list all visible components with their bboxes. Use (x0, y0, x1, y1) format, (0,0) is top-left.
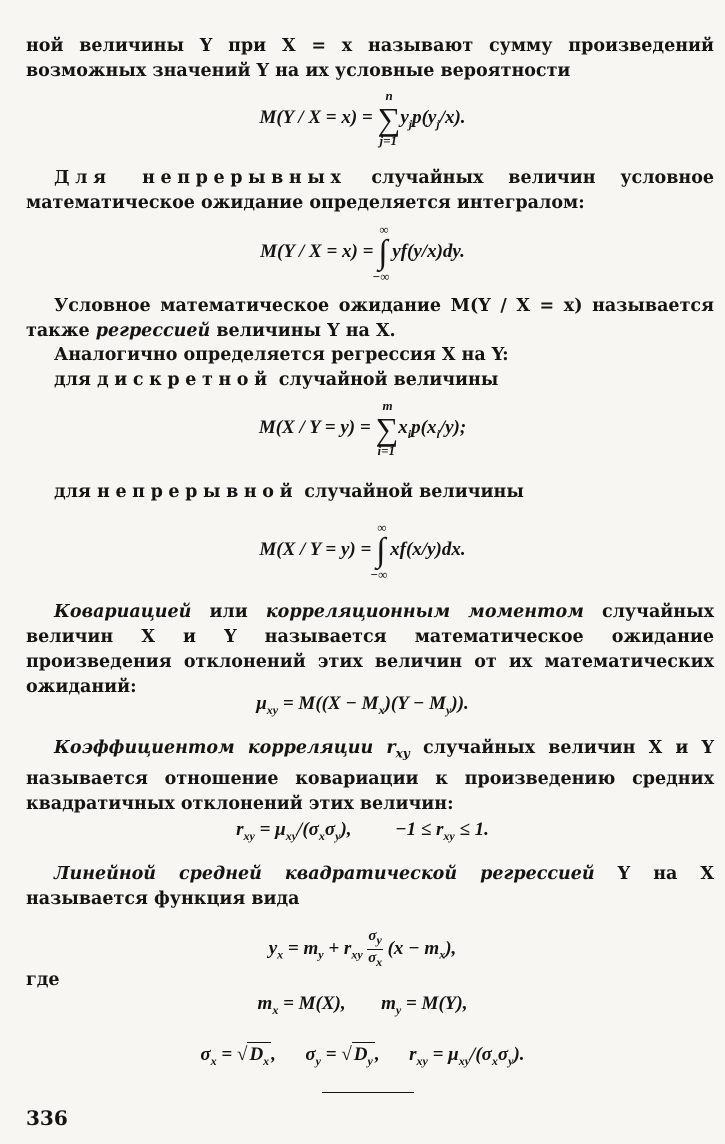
formula-continuous-conditional-expectation (0, 222, 725, 284)
formula-term: m (257, 993, 273, 1014)
formula-term: )). (451, 693, 469, 714)
formula-term: = M((X − M (282, 693, 379, 714)
paragraph-text: Условное математическое ожидание M(Y / X = x) называется также (26, 296, 714, 341)
formula-term: σ (200, 1044, 211, 1065)
formula-sub: y (508, 1053, 514, 1068)
sqrt-dx (247, 1042, 271, 1073)
formula-term: −1 ≤ r (395, 819, 444, 840)
paragraph-text: случайных величин условное математическое ожидание определяется интегралом: (26, 168, 714, 213)
paragraph-covariance-definition (26, 600, 714, 700)
formula-sub: x (439, 947, 446, 962)
formula-term: = μ (432, 1044, 459, 1065)
formula-sub: xy (458, 1053, 471, 1068)
italic-term: регрессией (95, 321, 211, 341)
formula-linear-regression (0, 928, 725, 971)
formula-term: = M(X), (283, 993, 346, 1014)
paragraph-text: случайной величины (304, 482, 524, 502)
paragraph-continuous-label (26, 480, 714, 505)
sqrt-dy (352, 1042, 375, 1073)
formula-sub: xy (285, 828, 298, 843)
sum-upper-limit: n (385, 88, 393, 103)
formula-sub: xy (243, 828, 255, 843)
formula-sub: y (395, 1002, 402, 1017)
formula-sub: x (318, 828, 325, 843)
paragraph-text: случайной величины (278, 370, 499, 390)
italic-sub: xy (395, 746, 410, 761)
formula-term: /x). (439, 107, 466, 128)
paragraph-discrete-conditional-expectation: ной величины Y при X = x называют сумму произведений возможных значений Y на их условные вероятности (26, 36, 714, 81)
fraction-numerator: σ (368, 928, 377, 944)
integral-lower-limit: −∞ (372, 269, 390, 284)
sum-lower-limit: i=1 (377, 443, 395, 458)
word-where: где (26, 970, 60, 990)
formula-term: = μ (259, 819, 286, 840)
formula-discrete-conditional-expectation (0, 88, 725, 148)
formula-term: , (374, 1044, 380, 1065)
formula-term: ), (445, 937, 457, 959)
italic-term: Коэффициентом корреляции (54, 738, 374, 758)
paragraph-text: для (54, 482, 91, 502)
page-number: 336 (26, 1106, 68, 1130)
integral-operator: ∞ ∫ −∞ (372, 222, 390, 284)
formula-sub: j (408, 116, 413, 131)
paragraph-regression-x-on-y: Аналогично определяется регрессия X на Y: (54, 345, 509, 365)
formula-term: D (353, 1044, 368, 1065)
formula-sigmas: $\sigma_x$ = √ $D_x$ , $\sigma_y$ = √ $D_y$ , $r_{xy} = \mu_{xy}/(\sigma_x\sigma_y)$. (0, 1042, 725, 1073)
formula-sub: y (376, 933, 382, 947)
sum-lower-limit: j=1 (379, 133, 398, 148)
paragraph-correlation-definition (26, 736, 714, 817)
formula-lhs: M(Y / X = x) = (259, 107, 373, 128)
paragraph-text: случайных величин X и Y называется математическое ожидание произведения отклонений этих величин от их математических ожиданий: (26, 602, 715, 697)
integral-upper-limit: ∞ (379, 222, 389, 237)
sum-upper-limit: m (382, 398, 393, 413)
fraction-denominator: σ (368, 950, 377, 966)
formula-term: /(σ (297, 819, 319, 840)
italic-term: Ковариацией (54, 602, 192, 622)
formula-sub: xy (266, 702, 279, 717)
formula-term: p(x (411, 417, 437, 438)
formula-term: y (400, 107, 409, 128)
formula-term: /(σ (470, 1044, 492, 1065)
formula-term: y (268, 937, 278, 959)
formula-term: ≤ 1. (459, 819, 489, 840)
spaced-text: Для непрерывных (54, 168, 347, 188)
formula-term: x (398, 417, 408, 438)
formula-term: r (236, 819, 244, 840)
paragraph-discrete-label (26, 368, 714, 393)
formula-lhs: M(X / Y = y) = (258, 417, 371, 438)
formula-term: (x − m (387, 937, 440, 959)
formula-term: + r (328, 937, 352, 959)
formula-discrete-regression-x (0, 398, 725, 458)
paragraph-text: или (209, 602, 248, 622)
formula-sub: xy (351, 947, 363, 962)
formula-sub: y (315, 1053, 321, 1068)
formula-term: )(Y − M (384, 693, 447, 714)
formula-term: ), (340, 819, 352, 840)
formula-sub: y (318, 947, 324, 962)
formula-term: xf(x/y)dx. (390, 539, 466, 560)
formula-sub: x (491, 1053, 498, 1068)
formula-term: /y); (439, 417, 467, 438)
formula-lhs: M(X / Y = y) = (259, 539, 372, 560)
formula-sub: x (272, 1002, 279, 1017)
formula-sub: y (446, 702, 452, 717)
formula-term: = (325, 1044, 337, 1065)
formula-term: σ (497, 1044, 509, 1065)
formula-term: r (409, 1044, 417, 1065)
italic-term: Линейной средней квадратической регрессией (54, 864, 595, 884)
formula-covariance (0, 692, 725, 722)
formula-term: p(y (412, 107, 437, 128)
paragraph-text: Y на X называется функция вида (26, 864, 714, 909)
formula-term: σ (305, 1044, 316, 1065)
formula-sub: i (436, 426, 440, 441)
formula-sub: y (335, 828, 341, 843)
formula-sub: y (367, 1053, 373, 1068)
paragraph-linear-regression (26, 862, 714, 912)
spaced-text: непрерывной (97, 482, 299, 502)
italic-term: корреляционным моментом (265, 602, 584, 622)
formula-term: D (249, 1044, 264, 1065)
formula-term: = M(Y), (405, 993, 468, 1014)
formula-sub: i (407, 426, 412, 441)
formula-sub: x (376, 955, 383, 969)
formula-lhs: M(Y / X = x) = (260, 241, 374, 262)
paragraph-text: случайных величин X и Y называется отношение ковариации к произведению средних квадратичных отклонений этих величин: (26, 738, 715, 814)
paragraph-text: для (54, 370, 91, 390)
formula-sub: xy (416, 1053, 428, 1068)
formula-term: ). (513, 1044, 525, 1065)
formula-term: m (381, 993, 396, 1014)
integral-operator: ∞ ∫ −∞ (370, 520, 388, 582)
formula-term: , (271, 1044, 276, 1065)
formula-sub: x (210, 1053, 217, 1068)
paragraph-continuous-intro (26, 166, 714, 216)
paragraph-regression-definition (26, 294, 714, 344)
italic-term: r (386, 738, 396, 758)
spaced-text: дискретной (97, 370, 273, 390)
sigma-ratio-fraction (367, 928, 382, 971)
formula-continuous-regression-x (0, 520, 725, 582)
paragraph-text: величины Y на X. (216, 321, 396, 341)
integral-lower-limit: −∞ (370, 567, 388, 582)
formula-sub: x (263, 1053, 270, 1068)
formula-term: yf(y/x)dy. (392, 241, 465, 262)
formula-correlation-coefficient (0, 818, 725, 848)
sum-operator: m ∑ i=1 (375, 398, 399, 458)
formula-sub: x (277, 947, 284, 962)
sum-operator: n ∑ j=1 (377, 88, 401, 148)
formula-term: = (221, 1044, 233, 1065)
formula-means (0, 992, 725, 1022)
formula-sub: x (378, 702, 385, 717)
integral-upper-limit: ∞ (377, 520, 387, 535)
formula-term: σ (324, 819, 336, 840)
formula-sub: xy (443, 828, 455, 843)
footnote-divider (322, 1092, 414, 1093)
formula-term: μ (256, 693, 267, 714)
formula-term: = m (287, 937, 319, 959)
formula-sub: j (436, 116, 440, 131)
